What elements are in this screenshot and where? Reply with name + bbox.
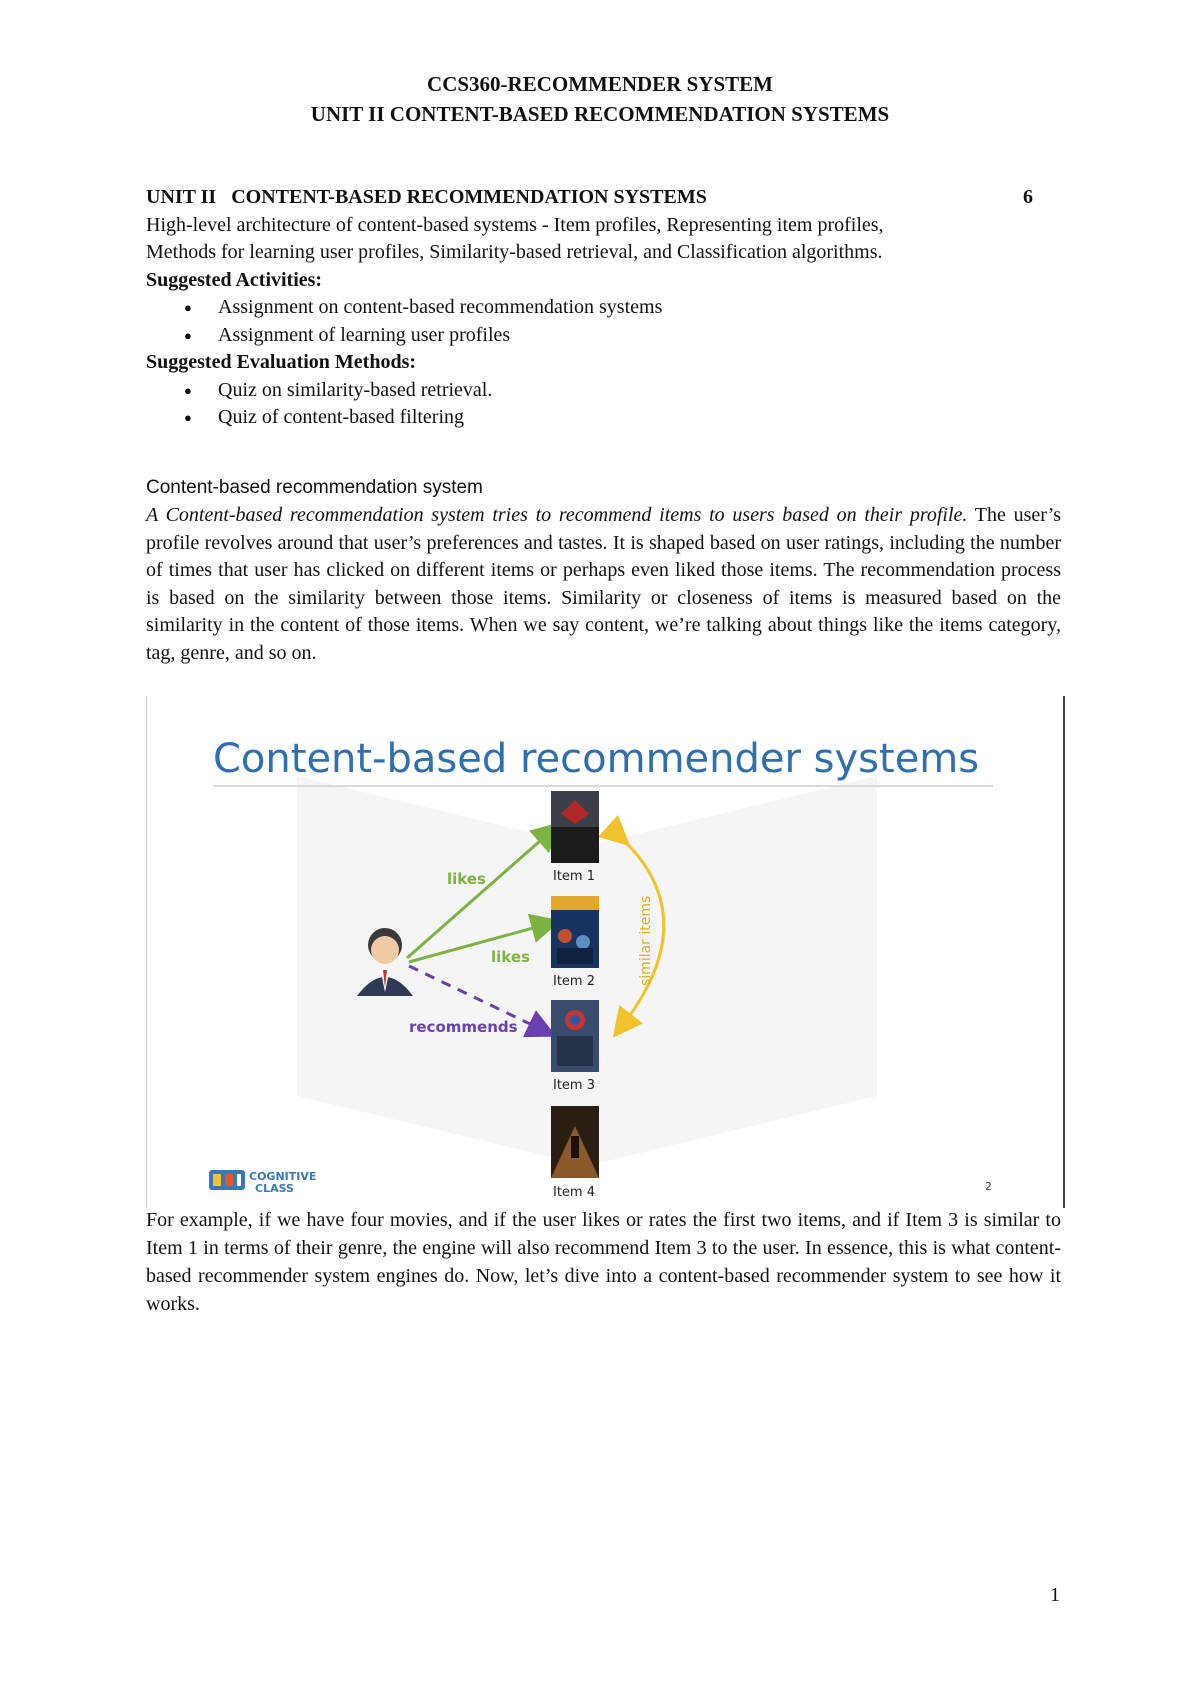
poster-item-2 [551, 896, 599, 968]
likes-label-2: likes [491, 948, 530, 966]
syllabus-hours: 6 [1023, 186, 1033, 208]
page-number: 1 [1050, 1584, 1060, 1606]
syllabus-topics-line-1: High-level architecture of content-based systems - Item profiles, Representing item profiles, [146, 213, 884, 236]
item-label-2: Item 2 [553, 974, 595, 989]
syllabus-unit-line [146, 184, 1061, 212]
syllabus-block [146, 184, 1061, 432]
list-item: ● Quiz of content-based filtering [146, 404, 1061, 432]
intro-rest: The user’s profile revolves around that user’s preferences and tastes. It is shaped based on user ratings, including the number of times that user has clicked on different items or perhaps even liked those items. The recommendation process is based on the similarity between those items. Similarity or closeness of items is measured based on the similarity in the content of those items. When we say content, we’re talking about things like the items category, tag, genre, and so on. [146, 504, 1061, 664]
diagram-title: Content-based recommender systems [213, 736, 980, 782]
poster-item-4 [551, 1106, 599, 1178]
item-label-3: Item 3 [553, 1078, 595, 1093]
item-label-1: Item 1 [553, 869, 595, 884]
recommends-label: recommends [409, 1018, 518, 1036]
likes-label-1: likes [447, 870, 486, 888]
poster-item-1 [551, 791, 599, 863]
section-heading: Content-based recommendation system [146, 477, 483, 498]
logo-text-line-2: CLASS [255, 1182, 294, 1195]
syllabus-unit-title: UNIT II CONTENT-BASED RECOMMENDATION SYSTEMS [146, 186, 707, 208]
unit-title: UNIT II CONTENT-BASED RECOMMENDATION SYSTEMS [310, 102, 890, 126]
syllabus-topics-line-2: Methods for learning user profiles, Similarity-based retrieval, and Classification algorithms. [146, 241, 883, 263]
activities-heading: Suggested Activities: [146, 268, 323, 291]
slide-number: 2 [985, 1180, 992, 1193]
list-item: ● Quiz on similarity-based retrieval. [146, 377, 1061, 405]
list-item: ● Assignment of learning user profiles [146, 322, 1061, 350]
intro-paragraph [146, 502, 1061, 667]
content-based-diagram [146, 696, 1065, 1208]
list-item: ● Assignment on content-based recommendation systems [146, 294, 1061, 322]
poster-item-3 [551, 1000, 599, 1072]
cognitive-class-logo [209, 1170, 316, 1195]
example-paragraph: For example, if we have four movies, and if the user likes or rates the first two items, and if Item 3 is similar to Item 1 in terms of their genre, the engine will also recommend Item 3 to the user. In essence, this is what content-based recommender system engines do. Now, let’s dive into a content-based recommender system to see how it works. [146, 1209, 1061, 1315]
activities-list [146, 294, 1061, 349]
intro-italic: A Content-based recommendation system tries to recommend items to users based on their profile. [146, 504, 968, 526]
logo-text-line-1: COGNITIVE [249, 1170, 317, 1183]
similar-items-label: similar items [638, 895, 654, 986]
item-label-4: Item 4 [553, 1185, 595, 1200]
evaluation-heading: Suggested Evaluation Methods: [146, 351, 417, 373]
evaluation-list [146, 377, 1061, 432]
course-title: CCS360-RECOMMENDER SYSTEM [427, 72, 773, 96]
